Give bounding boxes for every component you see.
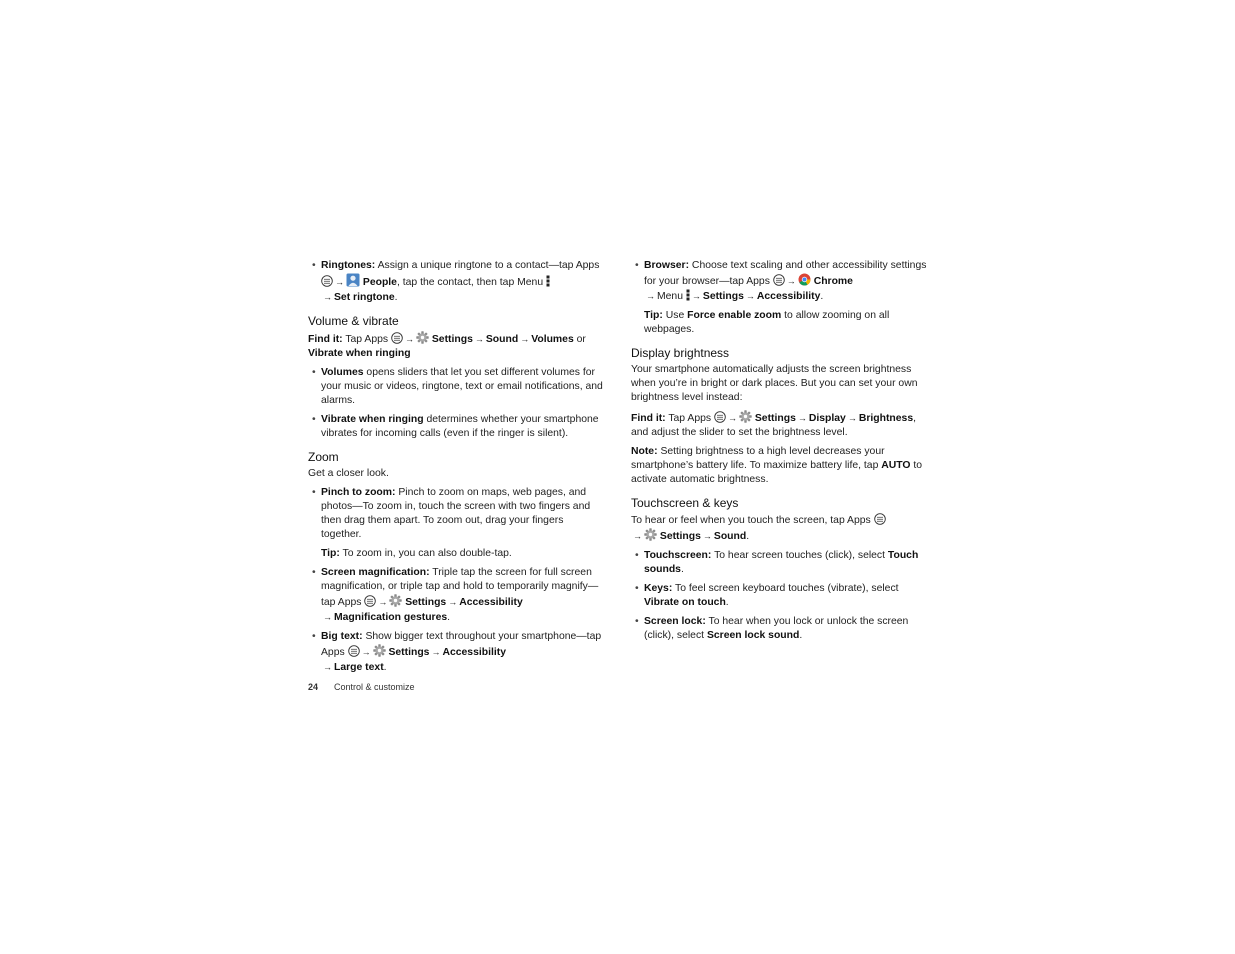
chrome-icon	[798, 273, 811, 286]
list-item-keys	[631, 582, 929, 610]
note-text: Setting brightness to a high level decreases your smartphone’s battery life. To maximize battery life, tap	[631, 446, 885, 471]
pinch-text: Pinch to zoom on maps, web pages, and photos—To zoom in, touch the screen with two fingers and then drag them apart. To zoom out, drag your fingers together.	[321, 487, 591, 540]
set-ringtone-label: Set ringtone	[334, 292, 395, 303]
find-it-label: Find it:	[631, 413, 666, 424]
menu-text: Menu	[657, 291, 683, 302]
browser-label: Browser:	[644, 260, 690, 271]
arrow-icon: →	[323, 662, 332, 672]
force-enable-zoom-label: Force enable zoom	[687, 310, 782, 321]
zoom-tip	[308, 547, 604, 561]
find-it-text: Tap Apps	[342, 334, 391, 345]
volume-find-it	[308, 331, 604, 361]
list-item-magnification	[308, 566, 604, 625]
page-number: 24	[308, 682, 319, 692]
apps-icon	[874, 513, 886, 525]
list-item-touchscreen	[631, 549, 929, 577]
list-item-browser	[631, 259, 929, 304]
settings-label: Settings	[702, 291, 744, 302]
list-item-volumes	[308, 366, 604, 408]
arrow-icon: →	[448, 597, 458, 607]
arrow-icon: →	[847, 413, 857, 423]
keys-text: To feel screen keyboard touches (vibrate), select	[672, 583, 899, 594]
menu-icon	[546, 275, 550, 287]
period: .	[447, 612, 451, 623]
ringtones-text-2: , tap the contact, then tap Menu	[396, 277, 546, 288]
arrow-icon: →	[786, 276, 796, 286]
touch-intro-text: To hear or feel when you touch the screen, tap Apps	[631, 515, 874, 526]
zoom-intro: Get a closer look.	[308, 468, 389, 479]
or-text: or	[573, 334, 586, 345]
apps-icon	[714, 411, 726, 423]
settings-icon	[739, 410, 752, 423]
accessibility-label: Accessibility	[756, 291, 821, 302]
arrow-icon: →	[691, 291, 701, 301]
keys-label: Keys:	[644, 583, 673, 594]
period: .	[680, 564, 684, 575]
large-text-label: Large text	[334, 662, 384, 673]
period: .	[725, 597, 729, 608]
arrow-icon: →	[378, 597, 388, 607]
arrow-icon: →	[431, 647, 441, 657]
arrow-icon: →	[633, 531, 642, 541]
vibrate-item-text: determines whether your smartphone vibrates for incoming calls (even if the ringer is silent).	[321, 414, 599, 439]
arrow-icon: →	[520, 334, 530, 344]
settings-label: Settings	[659, 531, 701, 542]
menu-icon	[686, 289, 690, 301]
brightness-label: Brightness	[858, 413, 914, 424]
people-icon	[346, 273, 360, 287]
right-column	[631, 259, 929, 648]
sound-label: Sound	[485, 334, 519, 345]
tip-text-2: to allow zooming on all webpages.	[644, 310, 890, 335]
ringtones-text: Assign a unique ringtone to a contact—tap Apps	[375, 260, 600, 271]
settings-icon	[373, 644, 386, 657]
tip-text: To zoom in, you can also double-tap.	[339, 548, 512, 559]
touch-intro	[631, 513, 929, 544]
auto-label: AUTO	[881, 460, 911, 471]
list-item-vibrate	[308, 413, 604, 441]
settings-icon	[644, 528, 657, 541]
apps-icon	[773, 274, 785, 286]
vibrate-on-touch-label: Vibrate on touch	[644, 597, 726, 608]
note-text-2: to activate automatic brightness.	[631, 460, 923, 485]
screen-lock-text: To hear when you lock or unlock the screen (click), select	[644, 616, 909, 641]
screen-lock-label: Screen lock:	[644, 616, 706, 627]
arrow-icon: →	[702, 531, 712, 541]
settings-icon	[416, 331, 429, 344]
left-column	[308, 259, 604, 680]
settings-label: Settings	[405, 597, 447, 608]
people-label: People	[362, 277, 397, 288]
find-it-text-2: , and adjust the slider to set the brightness level.	[631, 413, 916, 438]
apps-icon	[321, 275, 333, 287]
apps-icon	[348, 645, 360, 657]
touchscreen-label: Touchscreen:	[644, 550, 712, 561]
page-footer	[308, 681, 415, 693]
find-it-label: Find it:	[308, 334, 343, 345]
display-find-it	[631, 410, 929, 440]
big-text-text: Show bigger text throughout your smartphone—tap Apps	[321, 631, 602, 658]
touch-sounds-label: Touch sounds	[644, 550, 919, 575]
vibrate-item-label: Vibrate when ringing	[321, 414, 424, 425]
sound-label: Sound	[713, 531, 747, 542]
display-intro: Your smartphone automatically adjusts the screen brightness when you’re in bright or dark places. But you can set your own brightness level instead:	[631, 364, 918, 403]
volumes-item-text: opens sliders that let you set different volumes for your music or videos, ringtone, text or email notifications, and alarms.	[321, 367, 603, 406]
display-heading: Display brightness	[631, 346, 730, 360]
browser-tip	[631, 309, 929, 337]
period: .	[799, 630, 803, 641]
volume-heading: Volume & vibrate	[308, 314, 399, 328]
list-item-pinch	[308, 486, 604, 542]
magnification-text: Triple tap the screen for full screen magnification, or triple tap and hold to temporarily magnify—tap Apps	[321, 567, 599, 608]
tip-label: Tip:	[644, 310, 663, 321]
section-title: Control & customize	[334, 682, 415, 692]
period: .	[820, 291, 824, 302]
ringtones-label: Ringtones:	[321, 260, 376, 271]
apps-icon	[364, 595, 376, 607]
arrow-icon: →	[646, 291, 655, 301]
vibrate-when-ringing-label: Vibrate when ringing	[308, 348, 411, 359]
note-label: Note:	[631, 446, 658, 457]
arrow-icon: →	[335, 277, 344, 287]
arrow-icon: →	[745, 291, 755, 301]
magnification-gestures-label: Magnification gestures	[334, 612, 448, 623]
accessibility-label: Accessibility	[459, 597, 523, 608]
arrow-icon: →	[404, 334, 414, 344]
browser-text: Choose text scaling and other accessibility settings for your browser—tap Apps	[644, 260, 927, 287]
chrome-label: Chrome	[813, 276, 853, 287]
arrow-icon: →	[361, 647, 371, 657]
magnification-label: Screen magnification:	[321, 567, 430, 578]
arrow-icon: →	[727, 413, 737, 423]
list-item-big-text	[308, 630, 604, 675]
volumes-label: Volumes	[531, 334, 574, 345]
display-note	[631, 445, 929, 487]
period: .	[383, 662, 387, 673]
settings-label: Settings	[388, 647, 430, 658]
arrow-icon: →	[323, 612, 332, 622]
apps-icon	[391, 332, 403, 344]
touch-heading: Touchscreen & keys	[631, 496, 739, 510]
zoom-heading: Zoom	[308, 450, 339, 464]
arrow-icon: →	[474, 334, 484, 344]
list-item-screen-lock	[631, 615, 929, 643]
tip-label: Tip:	[321, 548, 340, 559]
touchscreen-text: To hear screen touches (click), select	[711, 550, 888, 561]
big-text-label: Big text:	[321, 631, 363, 642]
find-it-text: Tap Apps	[665, 413, 714, 424]
settings-label: Settings	[754, 413, 796, 424]
volumes-item-label: Volumes	[321, 367, 364, 378]
accessibility-label: Accessibility	[442, 647, 506, 658]
screen-lock-sound-label: Screen lock sound	[706, 630, 800, 641]
arrow-icon: →	[323, 292, 332, 302]
period: .	[394, 292, 398, 303]
settings-label: Settings	[431, 334, 473, 345]
display-label: Display	[808, 413, 846, 424]
list-item-ringtones	[308, 259, 604, 305]
pinch-label: Pinch to zoom:	[321, 487, 396, 498]
tip-text: Use	[662, 310, 688, 321]
period: .	[746, 531, 750, 542]
settings-icon	[389, 594, 402, 607]
arrow-icon: →	[797, 413, 807, 423]
